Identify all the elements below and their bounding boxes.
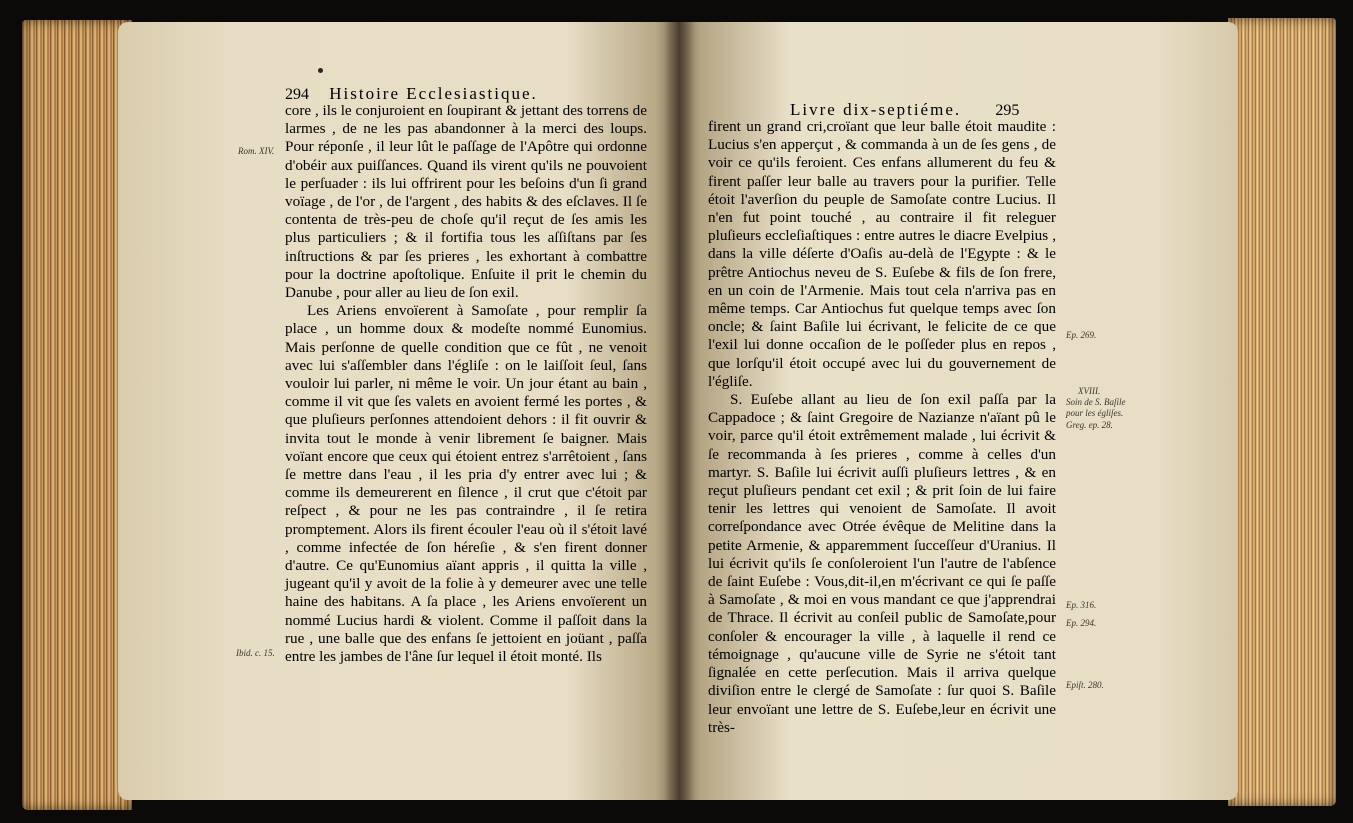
left-margin-note-2: Ibid. c. 15.	[236, 648, 275, 658]
left-paragraph-2: Les Ariens envoïerent à Samoſate , pour remplir ſa place , un homme doux & modeſte nommé Eunomius. Mais perſonne de quelle condition que ce fût , ne venoit avec lui s'aſſembler dans l'égliſe : on le laiſſoit ſeul, ſans vouloir lui parler, ni même le voir. Un jour étant au bain , comme il vit que ſes valets en avoient fermé les portes , & que pluſieurs perſonnes attendoient dehors : il fit ouvrir & invita tout le monde à venir librement ſe baigner. Mais voïant encore que ceux qui étoient entrez s'arrêtoient , ſans ſe mettre dans l'eau , il les pria d'y entrer avec lui ; & comme ils demeurerent en ſilence , il crut que c'étoit par reſpect , & pour ne les pas contraindre , il ſe retira promptement. Alors ils firent écouler l'eau où il s'étoit lavé , comme infectée de ſon héreſie , & s'en firent donner d'autre. Ce qu'Eunomius aïant appris , il quitta la ville , jugeant qu'il y avoit de la folie à y demeurer avec une telle haine des habitans. A ſa place , les Ariens envoïerent un nommé Lucius hardi & violent. Comme il paſſoit dans la rue , une balle que des enfans ſe jettoient en joüant , paſſa entre les jambes de l'âne ſur lequel il étoit monté. Ils	[285, 302, 647, 666]
right-body	[708, 118, 1056, 737]
right-margin-note-6: Ep. 294.	[1066, 618, 1097, 628]
left-body	[285, 102, 647, 666]
book-gutter	[664, 22, 694, 800]
right-page-number: 295	[995, 102, 1020, 119]
right-margin-note-2: XVIII.	[1078, 386, 1101, 396]
right-margin-note-7: Epiſt. 280.	[1066, 680, 1104, 690]
right-margin-note-4: Greg. ep. 28.	[1066, 420, 1113, 430]
right-header	[790, 100, 1019, 120]
left-margin-note-1: Rom. XIV.	[238, 146, 275, 156]
right-margin-note-3: Soin de S. Baſile pour les égliſes.	[1066, 397, 1126, 418]
left-running-title: Histoire Ecclesiastique.	[329, 84, 538, 103]
left-header	[285, 84, 538, 104]
right-paragraph-1: firent un grand cri,croïant que leur balle étoit maudite : Lucius s'en apperçut , & commanda à un de ſes gens , de voir ce qu'ils feroient. Ces enfans allumerent du feu & firent paſſer leur balle au travers pour la purifier. Telle étoit l'averſion du peuple de Samoſate contre Lucius. Il n'en fut point touché , au contraire il fit releguer pluſieurs eccleſiaſtiques : entre autres le diacre Evelpius , dans la ville déſerte d'Oaſis au-delà de l'Egypte : & le prêtre Antiochus neveu de S. Euſebe & fils de ſon frere, en un coin de l'Armenie. Mais tout cela n'arriva pas en même temps. Car Antiochus fut quelque temps avec ſon oncle; & ſaint Baſile lui écrivant, le felicite de ce que l'exil lui donne occaſion de le poſſeder plus en repos , que lorſqu'il étoit occupé avec lui du gouvernement de l'égliſe.	[708, 118, 1056, 390]
right-margin-note-5: Ep. 316.	[1066, 600, 1097, 610]
ink-dot	[318, 68, 323, 73]
left-page-edges	[22, 20, 132, 810]
right-page-edges	[1228, 18, 1336, 806]
left-page-number: 294	[285, 86, 309, 103]
right-margin-note-1: Ep. 269.	[1066, 330, 1097, 340]
right-paragraph-2: S. Euſebe allant au lieu de ſon exil paſſa par la Cappadoce ; & ſaint Gregoire de Nazianze n'aïant pû le voir, parce qu'il étoit extrêmement malade , lui écrivit & ſe recommanda à ſes prieres , comme à celles d'un martyr. S. Baſile lui écrivit auſſi pluſieurs lettres , & en reçut pluſieurs pendant cet exil ; & prit ſoin de lui faire tenir les lettres qui venoient de Samoſate. Il avoit correſpondance avec Otrée évêque de Melitine dans la petite Armenie, & apparemment ſucceſſeur d'Uranius. Il lui écrivit qu'ils ſe conſoleroient l'un l'autre de l'abſence de ſaint Euſebe : Vous,dit-il,en m'écrivant ce qui ſe paſſe à Samoſate , & moi en vous mandant ce que j'apprendrai de Thrace. Il écrivit au conſeil public de Samoſate,pour conſoler & encourager la ville , à laquelle il rend ce témoignage , qu'aucune ville de Syrie ne s'étoit tant ſignalée en cette perſecution. Mais il arriva quelque diviſion entre le clergé de Samoſate : ſur quoi S. Baſile leur envoïant une lettre de S. Euſebe,leur en écrivit une très-	[708, 391, 1056, 736]
left-paragraph-1: core , ils le conjuroient en ſoupirant & jettant des torrens de larmes , de ne les pas abandonner à la merci des loups. Pour réponſe , il leur lût le paſſage de l'Apôtre qui ordonne d'obéir aux puiſſances. Quand ils virent qu'ils ne pouvoient le perſuader : ils lui offrirent pour les beſoins d'un ſi grand voïage , de l'or , de l'argent , des habits & des eſclaves. Il ſe contenta de très-peu de choſe qu'il reçut de ſes amis les plus particuliers ; & il fortifia tous les aſſiſtans par ſes inſtructions & par ſes prieres , les exhortant à combattre pour la doctrine apoſtolique. Enſuite il prit le chemin du Danube , pour aller au lieu de ſon exil.	[285, 102, 647, 302]
right-running-title: Livre dix-septiéme.	[790, 100, 962, 119]
